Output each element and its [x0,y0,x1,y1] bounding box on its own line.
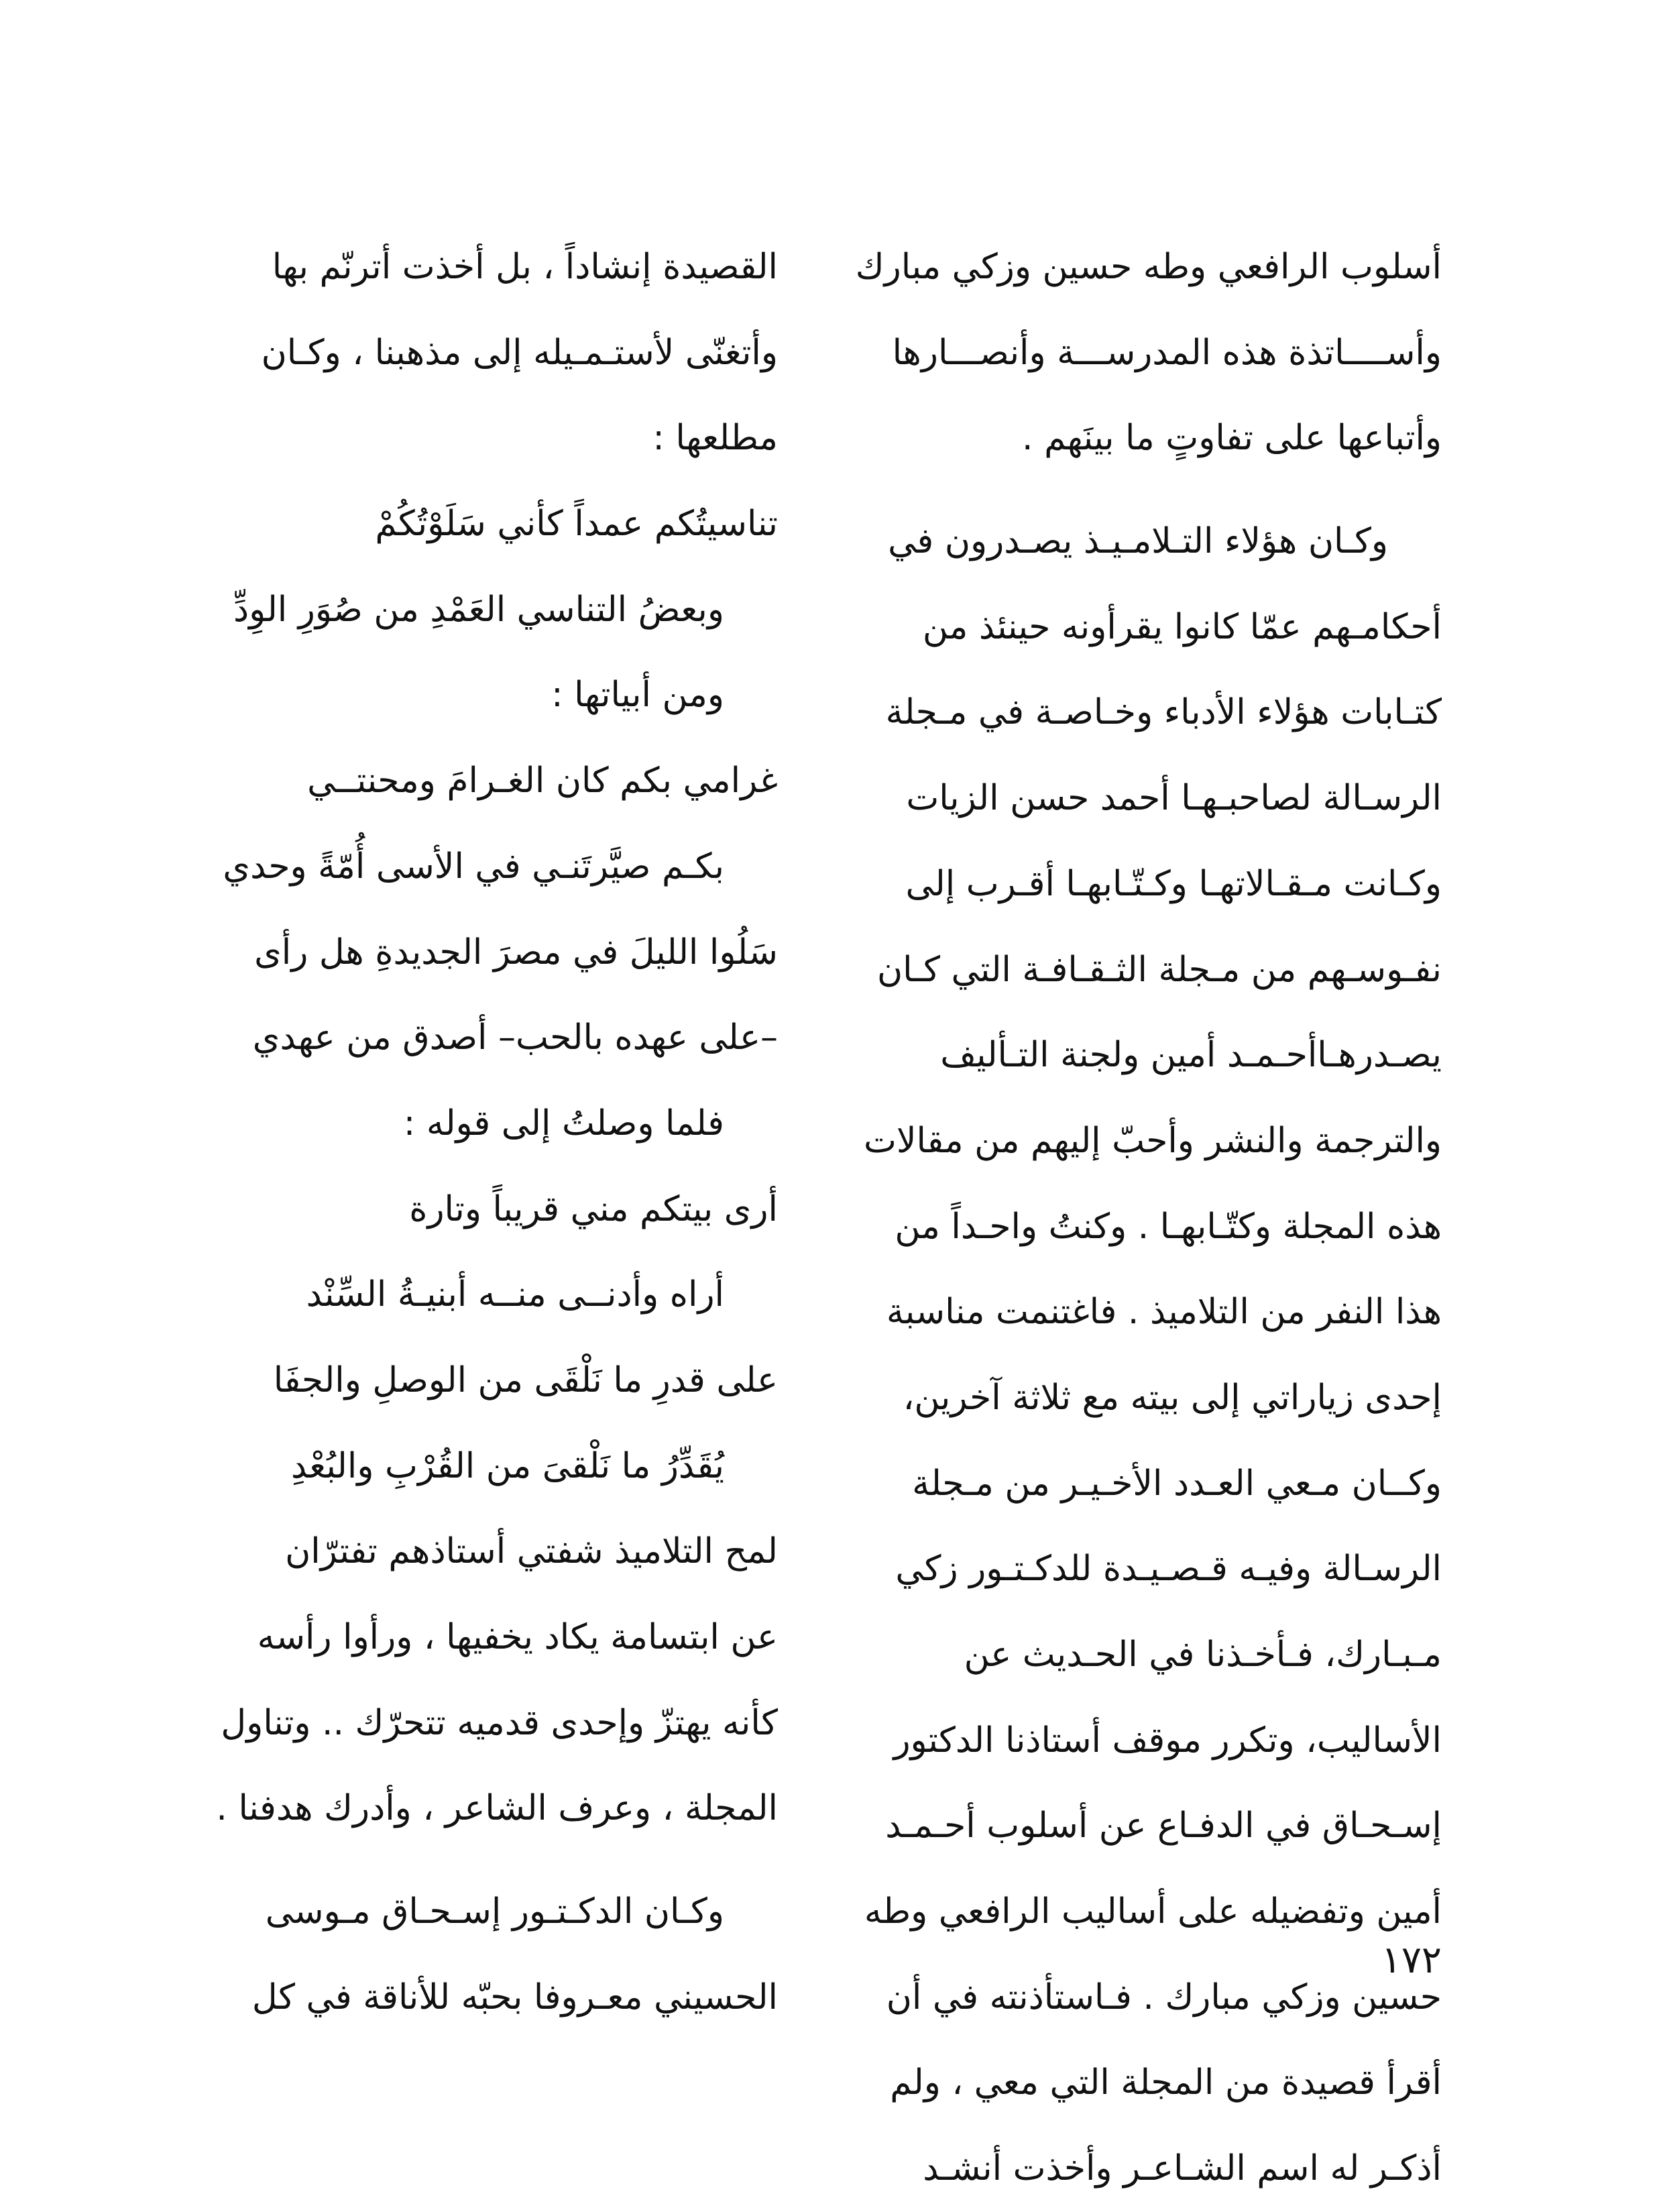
text-line: أذكـر له اسم الشـاعـر وأخذت أنشـد [923,2148,1442,2189]
text-line: أحكامـهم عمّا كانوا يقرأونه حينئذ من [922,606,1442,647]
text-line: وكـانت مـقـالاتهـا وكـتّـابهـا أقـرب إلى [905,863,1442,904]
text-line: أقرأ قصيدة من المجلة التي معي ، ولم [890,2062,1442,2103]
text-line: أمين وتفضيله على أساليب الرافعي وطه [864,1891,1442,1932]
text-line: نفـوسـهم من مـجلة الثـقـافـة التي كـان [876,949,1442,990]
text-line: المجلة ، وعرف الشاعر ، وأدرك هدفنا . [216,1788,778,1829]
text-line: وكـان الدكـتـور إسـحـاق مـوسى [265,1891,724,1932]
text-line: هذا النفر من التلاميذ . فاغتنمت مناسبة [886,1292,1442,1333]
text-line: إسـحـاق في الدفـاع عن أسلوب أحـمـد [885,1806,1442,1846]
text-line: وكـان هؤلاء التـلامـيـذ يصـدرون في [888,521,1388,562]
text-line: والترجمة والنشر وأحبّ إليهم من مقالات [863,1120,1442,1161]
verse-line: يُقَدِّرُ ما نَلْقىَ من القُرْبِ والبُعْدِ [290,1445,724,1486]
verse-line: تناسيتُكم عمداً كأني سَلَوْتُكُمْ [375,504,778,545]
text-line: وأتباعها على تفاوتٍ ما بينَهم . [1022,418,1442,459]
text-line: الرسـالة وفيـه قـصـيـدة للدكـتـور زكي [895,1549,1442,1590]
text-line: كأنه يهتزّ وإحدى قدميه تتحرّك .. وتناول [221,1702,778,1743]
text-line: كتـابات هؤلاء الأدباء وخـاصـة في مـجلة [885,692,1442,733]
text-line: القصيدة إنشاداً ، بل أخذت أترنّم بها [272,247,778,287]
text-line: أسلوب الرافعي وطه حسين وزكي مبارك [855,247,1442,287]
verse-line: سَلُوا الليلَ في مصرَ الجديدةِ هل رأى [254,932,778,973]
text-line: إحدى زياراتي إلى بيته مع ثلاثة آخرين، [903,1377,1442,1418]
text-line: عن ابتسامة يكاد يخفيها ، ورأوا رأسه [257,1617,778,1657]
verse-line: على قدرِ ما نَلْقَى من الوصلِ والجفَا [273,1360,778,1400]
verse-line: غرامي بكم كان الغـرامَ ومحنتــي [307,761,778,801]
text-line: حسين وزكي مبارك . فـاستأذنته في أن [886,1977,1442,2017]
text-line: ومن أبياتها : [551,675,724,716]
text-line: هذه المجلة وكتّـابهـا . وكنتُ واحـداً من [895,1206,1442,1247]
text-line: وكــان مـعي العـدد الأخـيـر من مـجلة [912,1463,1442,1504]
right-text-column [855,225,1442,2212]
text-line: مـبـارك، فـأخـذنا في الحـديث عن [964,1635,1442,1675]
text-line: مطلعها : [652,418,778,459]
verse-line: أرى بيتكم مني قريباً وتارة [409,1188,778,1229]
text-line: الأساليب، وتكرر موقف أستاذنا الدكتور [893,1720,1442,1761]
page-number: ١٧٢ [1381,1938,1442,1982]
text-line: لمح التلاميذ شفتي أستاذهم تفترّان [285,1531,778,1572]
verse-line: وبعضُ التناسي العَمْدِ من صُوَرِ الوِدِّ [233,589,724,630]
text-line: الرسـالة لصاحبـهـا أحمد حسن الزيات [906,778,1442,819]
text-line: وأســــاتذة هذه المدرســـة وأنصـــارها [892,332,1442,373]
text-line: فلما وصلتُ إلى قوله : [403,1103,724,1144]
verse-line: بكـم صيَّرتَنـي في الأسى أُمّةً وحدي [223,846,724,887]
text-line: يصـدرهـاأحـمـد أمين ولجنة التـأليف [940,1035,1442,1076]
text-line: وأتغنّى لأستـمـيله إلى مذهبنا ، وكـان [261,332,778,373]
verse-line: أراه وأدنــى منــه أبنيـةُ السِّنْد [306,1274,724,1315]
verse-line: –على عهده بالحب– أصدق من عهدي [252,1017,778,1058]
text-line: الحسيني معـروفا بحبّه للأناقة في كل [251,1977,778,2017]
left-text-column [216,225,778,2040]
